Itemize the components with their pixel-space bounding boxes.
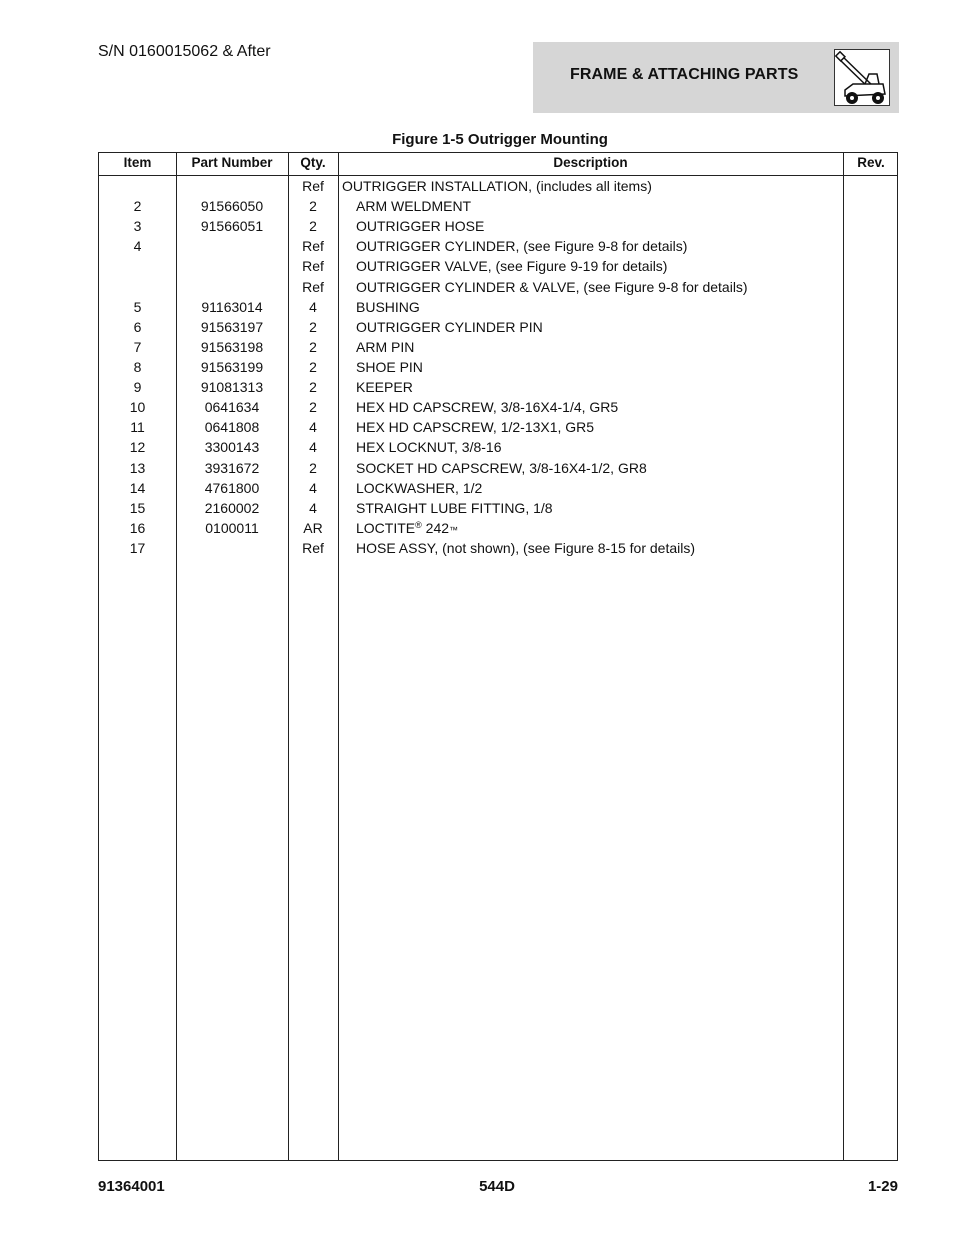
table-row xyxy=(99,338,897,358)
item-number: 3 xyxy=(133,218,142,235)
header-description: Description xyxy=(553,155,628,170)
part-number: 0100011 xyxy=(205,519,259,536)
description xyxy=(356,279,748,295)
part-number: 0641634 xyxy=(204,399,260,416)
table-row xyxy=(99,197,897,217)
description xyxy=(356,399,618,415)
table-row xyxy=(99,418,897,438)
quantity: 4 xyxy=(309,499,317,516)
table-row xyxy=(99,479,897,499)
description xyxy=(356,419,594,435)
quantity: 2 xyxy=(309,318,317,335)
description xyxy=(342,178,652,194)
description xyxy=(356,218,484,234)
item-number: 6 xyxy=(133,318,142,335)
footer-page-number: 1-29 xyxy=(867,1178,898,1195)
item-number: 14 xyxy=(129,479,146,496)
quantity: Ref xyxy=(302,238,324,255)
quantity: 4 xyxy=(309,439,317,456)
registered-mark: ® xyxy=(415,519,422,530)
description-text: BUSHING xyxy=(356,298,420,315)
part-number: 91563197 xyxy=(200,318,264,335)
description xyxy=(356,460,647,476)
description xyxy=(356,480,482,496)
description xyxy=(356,258,667,274)
item-number: 13 xyxy=(129,459,146,476)
description-text: OUTRIGGER HOSE xyxy=(356,218,485,235)
part-number: 3931672 xyxy=(204,459,260,476)
quantity: 4 xyxy=(309,419,317,436)
part-number: 4761800 xyxy=(204,479,260,496)
header-rev: Rev. xyxy=(857,155,885,170)
description-suffix: 242 xyxy=(421,519,450,536)
description-text: LOCKWASHER, 1/2 xyxy=(356,479,483,496)
item-number: 7 xyxy=(133,338,142,355)
header-item: Item xyxy=(123,155,152,170)
part-number: 91163014 xyxy=(201,298,263,315)
quantity: 2 xyxy=(309,459,317,476)
description-text: OUTRIGGER INSTALLATION, (includes all items) xyxy=(342,178,652,194)
table-row xyxy=(99,398,897,418)
part-number: 0641808 xyxy=(204,419,260,436)
description xyxy=(356,299,420,315)
header-qty: Qty. xyxy=(300,155,326,170)
description xyxy=(356,359,423,375)
description-text: OUTRIGGER CYLINDER & VALVE, (see Figure 9-8 for details) xyxy=(356,278,748,295)
description xyxy=(356,500,553,516)
part-number: 91566051 xyxy=(200,218,264,235)
description-text: OUTRIGGER CYLINDER PIN xyxy=(356,318,543,335)
item-number: 8 xyxy=(133,358,142,375)
part-number: 3300143 xyxy=(204,439,260,456)
part-number: 91563199 xyxy=(200,358,264,375)
description-text: ARM PIN xyxy=(356,338,415,355)
item-number: 9 xyxy=(133,379,142,396)
description-text: ARM WELDMENT xyxy=(356,198,472,215)
description-text: KEEPER xyxy=(356,379,413,396)
description-text: HEX LOCKNUT, 3/8-16 xyxy=(356,439,502,456)
item-number: 12 xyxy=(129,439,146,456)
part-number: 91566050 xyxy=(200,198,264,215)
description-text: SHOE PIN xyxy=(356,358,423,375)
section-title: FRAME & ATTACHING PARTS xyxy=(570,66,799,83)
table-row xyxy=(99,378,897,398)
quantity: 2 xyxy=(309,338,317,355)
table-row xyxy=(99,499,897,519)
quantity: 4 xyxy=(309,479,317,496)
item-number: 17 xyxy=(129,539,146,556)
description-text: HOSE ASSY, (not shown), (see Figure 8-15 for details) xyxy=(356,539,696,556)
quantity: 2 xyxy=(309,198,317,215)
parts-table xyxy=(98,152,898,1161)
description xyxy=(356,540,695,556)
table-row xyxy=(99,318,897,338)
description-text: SOCKET HD CAPSCREW, 3/8-16X4-1/2, GR8 xyxy=(356,459,647,476)
footer-doc-number: 91364001 xyxy=(98,1178,165,1195)
item-number: 5 xyxy=(133,298,142,315)
description-text: STRAIGHT LUBE FITTING, 1/8 xyxy=(356,499,553,516)
table-row xyxy=(99,438,897,458)
quantity: Ref xyxy=(302,178,324,194)
table-row xyxy=(99,257,897,277)
quantity: Ref xyxy=(302,278,324,295)
description xyxy=(356,439,502,455)
trademark-mark: ™ xyxy=(449,524,459,535)
serial-number: S/N 0160015062 & After xyxy=(98,43,271,60)
quantity: Ref xyxy=(302,258,324,275)
footer-model: 544D xyxy=(479,1178,515,1195)
table-body xyxy=(99,177,897,559)
description xyxy=(356,238,687,254)
table-row xyxy=(99,217,897,237)
description xyxy=(356,520,458,536)
quantity: 2 xyxy=(309,218,317,235)
quantity: 2 xyxy=(309,379,317,396)
table-row xyxy=(99,539,897,559)
telehandler-icon xyxy=(834,49,890,106)
item-number: 10 xyxy=(129,399,146,416)
table-row xyxy=(99,519,897,539)
quantity: 2 xyxy=(309,399,317,416)
description-text: HEX HD CAPSCREW, 3/8-16X4-1/4, GR5 xyxy=(356,399,619,416)
item-number: 2 xyxy=(133,198,142,215)
table-header xyxy=(99,153,897,176)
part-number: 2160002 xyxy=(204,499,260,516)
table-row xyxy=(99,358,897,378)
quantity: 2 xyxy=(309,358,317,375)
quantity: Ref xyxy=(302,539,324,556)
part-number: 91563198 xyxy=(200,338,264,355)
item-number: 11 xyxy=(130,419,145,436)
description xyxy=(356,379,413,395)
table-row xyxy=(99,237,897,257)
table-row xyxy=(99,177,897,197)
quantity: AR xyxy=(303,519,323,536)
table-row xyxy=(99,278,897,298)
description-text: OUTRIGGER VALVE, (see Figure 9-19 for details) xyxy=(356,258,668,275)
description-text: LOCTITE xyxy=(356,519,416,536)
item-number: 4 xyxy=(133,238,142,255)
item-number: 16 xyxy=(129,519,146,536)
description xyxy=(356,339,414,355)
description-text: OUTRIGGER CYLINDER, (see Figure 9-8 for details) xyxy=(356,238,688,255)
part-number: 91081313 xyxy=(200,379,264,396)
header-part-number: Part Number xyxy=(191,155,273,170)
description xyxy=(356,198,471,214)
description xyxy=(356,319,543,335)
table-row xyxy=(99,298,897,318)
section-header xyxy=(533,42,899,113)
figure-title: Figure 1-5 Outrigger Mounting xyxy=(392,131,608,148)
item-number: 15 xyxy=(129,499,146,516)
quantity: 4 xyxy=(309,298,317,315)
table-row xyxy=(99,459,897,479)
description-text: HEX HD CAPSCREW, 1/2-13X1, GR5 xyxy=(356,419,595,436)
